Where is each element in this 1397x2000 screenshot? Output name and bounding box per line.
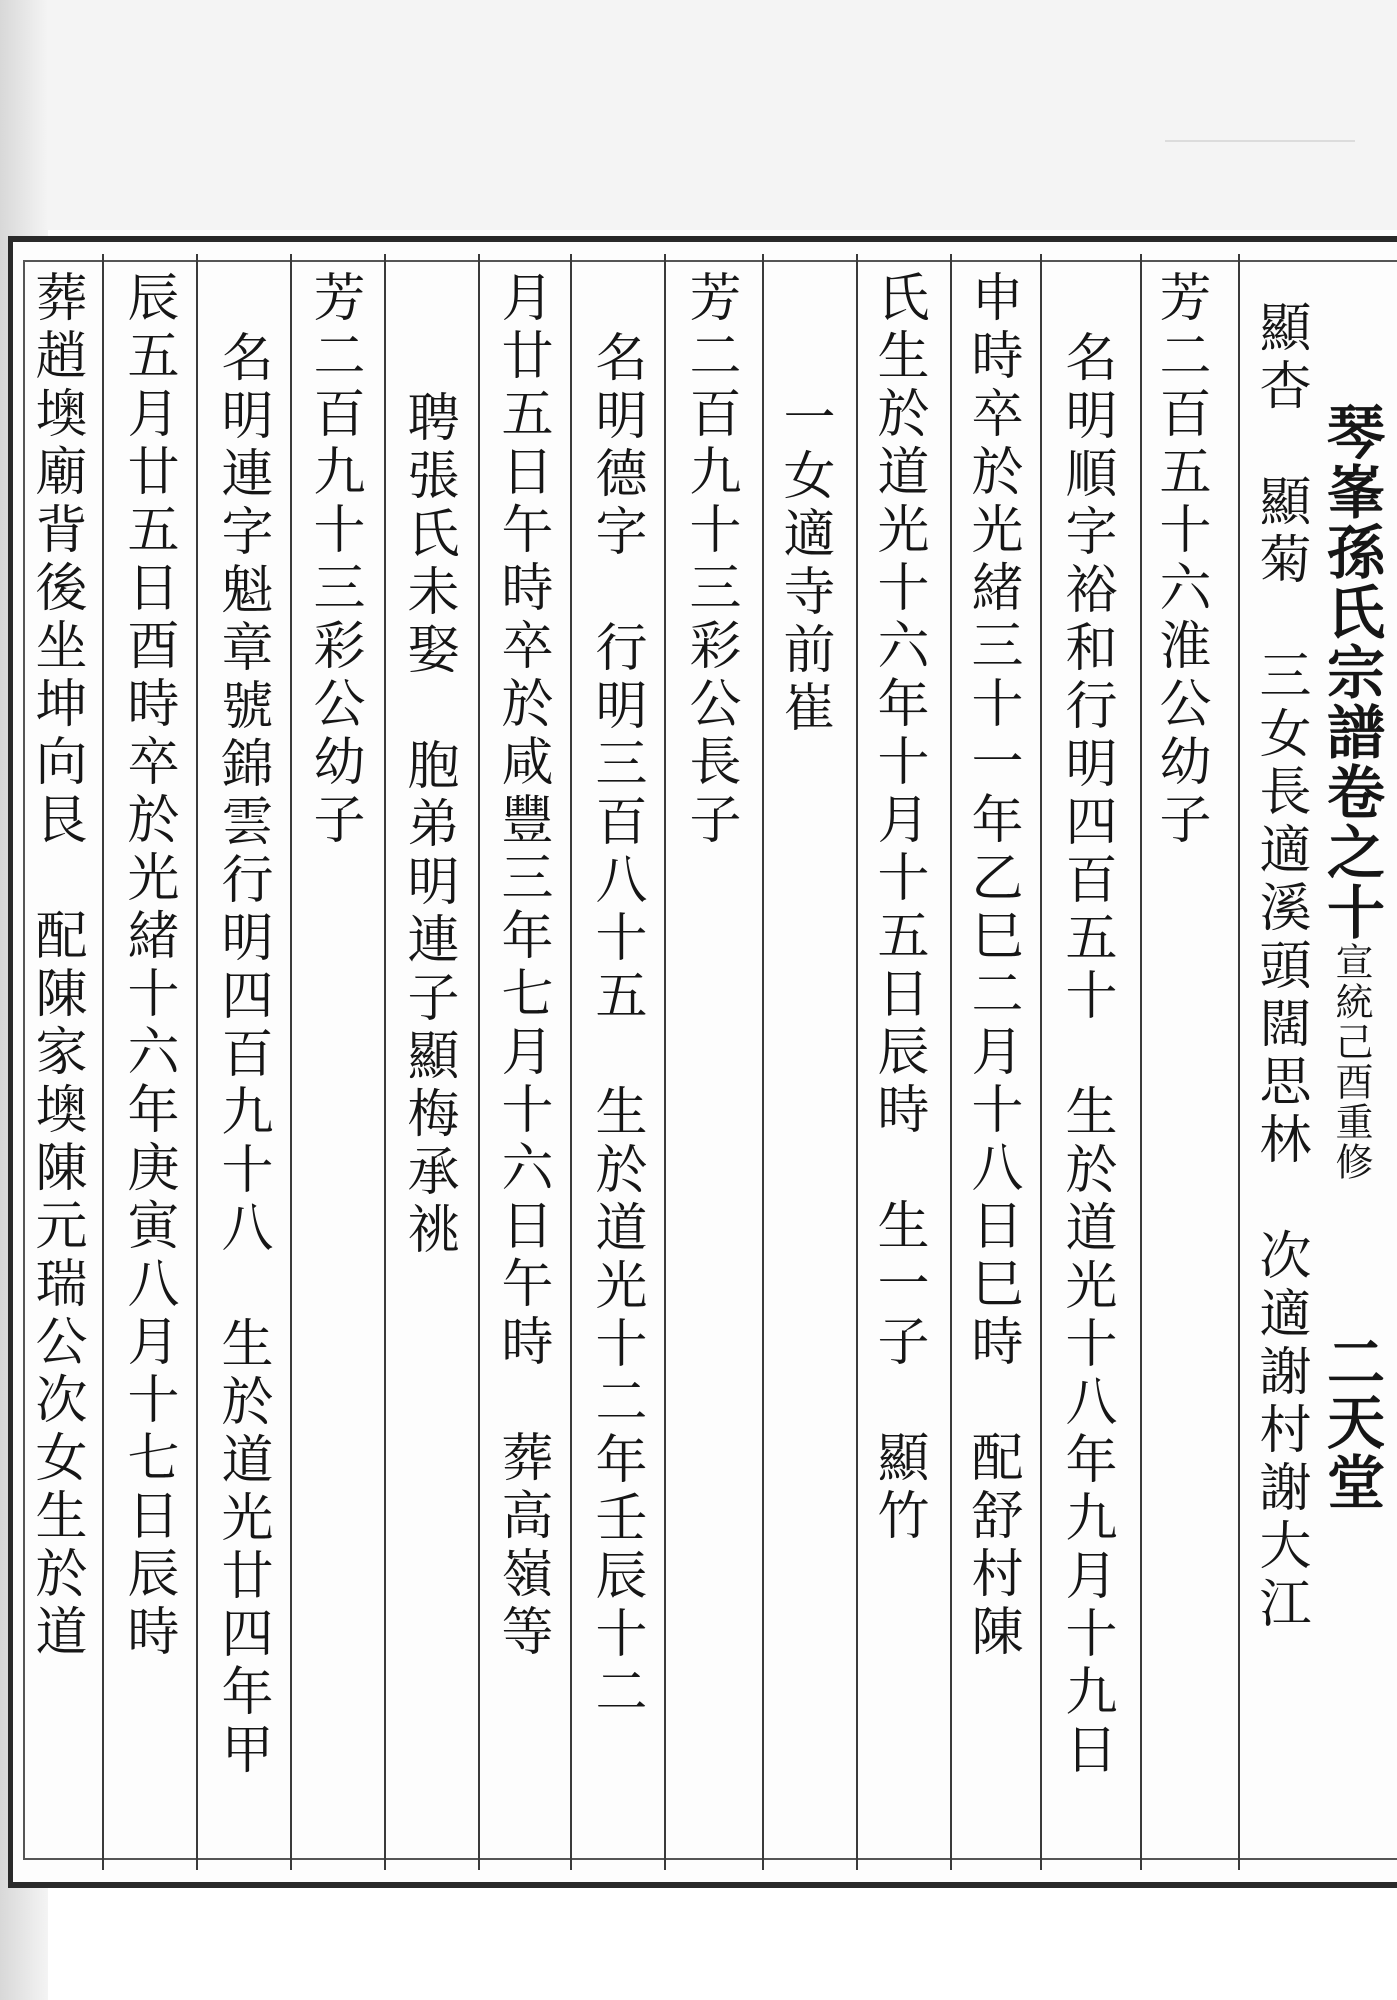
edition-label: 宣統己酉重修 [1329, 942, 1373, 1182]
text-column: 一女適寺前崔 [774, 390, 834, 738]
text-column: 名明順字裕和行明四百五十 生於道光十八年九月十九日 [1056, 330, 1116, 1780]
column-rule [950, 254, 952, 1870]
bleed-through-rule [1165, 140, 1355, 142]
column-rule [196, 254, 198, 1870]
column-rule [762, 254, 764, 1870]
running-title: 琴峯孫氏宗譜 [1317, 402, 1385, 762]
column-rule [290, 254, 292, 1870]
column-rule [664, 254, 666, 1870]
text-column: 氏生於道光十六年十月十五日辰時 生一子 顯竹 [868, 270, 928, 1546]
text-column: 芳二百九十三彩公長子 [680, 270, 740, 850]
volume-label: 卷之十 [1317, 762, 1385, 942]
column-rule [1040, 254, 1042, 1870]
column-rule [1238, 254, 1240, 1870]
running-header [1318, 262, 1397, 1822]
column-rule [1140, 254, 1142, 1870]
text-column: 芳二百五十六淮公幼子 [1150, 270, 1210, 850]
page-top-margin [0, 0, 1397, 230]
text-column: 申時卒於光緒三十一年乙巳二月十八日巳時 配舒村陳 [962, 270, 1022, 1662]
text-column: 辰五月廿五日酉時卒於光緒十六年庚寅八月十七日辰時 [118, 270, 178, 1662]
text-column-right: 顯杏 顯菊 三女長適溪頭闊思林 次適謝村謝大江 [1250, 300, 1310, 1634]
column-rule [384, 254, 386, 1870]
text-column: 月廿五日午時卒於咸豐三年七月十六日午時 葬高嶺等 [492, 270, 552, 1662]
hall-label: 二天堂 [1317, 1332, 1385, 1512]
text-column: 聘張氏未娶 胞弟明連子顯梅承祧 [398, 390, 458, 1260]
column-rule [856, 254, 858, 1870]
text-column: 名明連字魁章號錦雲行明四百九十八 生於道光廿四年甲 [212, 330, 272, 1780]
text-column: 葬趙墺廟背後坐坤向艮 配陳家墺陳元瑞公次女生於道 [26, 270, 86, 1662]
text-column: 芳二百九十三彩公幼子 [304, 270, 364, 850]
column-rule [102, 254, 104, 1870]
text-column: 名明德字 行明三百八十五 生於道光十二年壬辰十二 [586, 330, 646, 1722]
column-rule [478, 254, 480, 1870]
column-rule [570, 254, 572, 1870]
